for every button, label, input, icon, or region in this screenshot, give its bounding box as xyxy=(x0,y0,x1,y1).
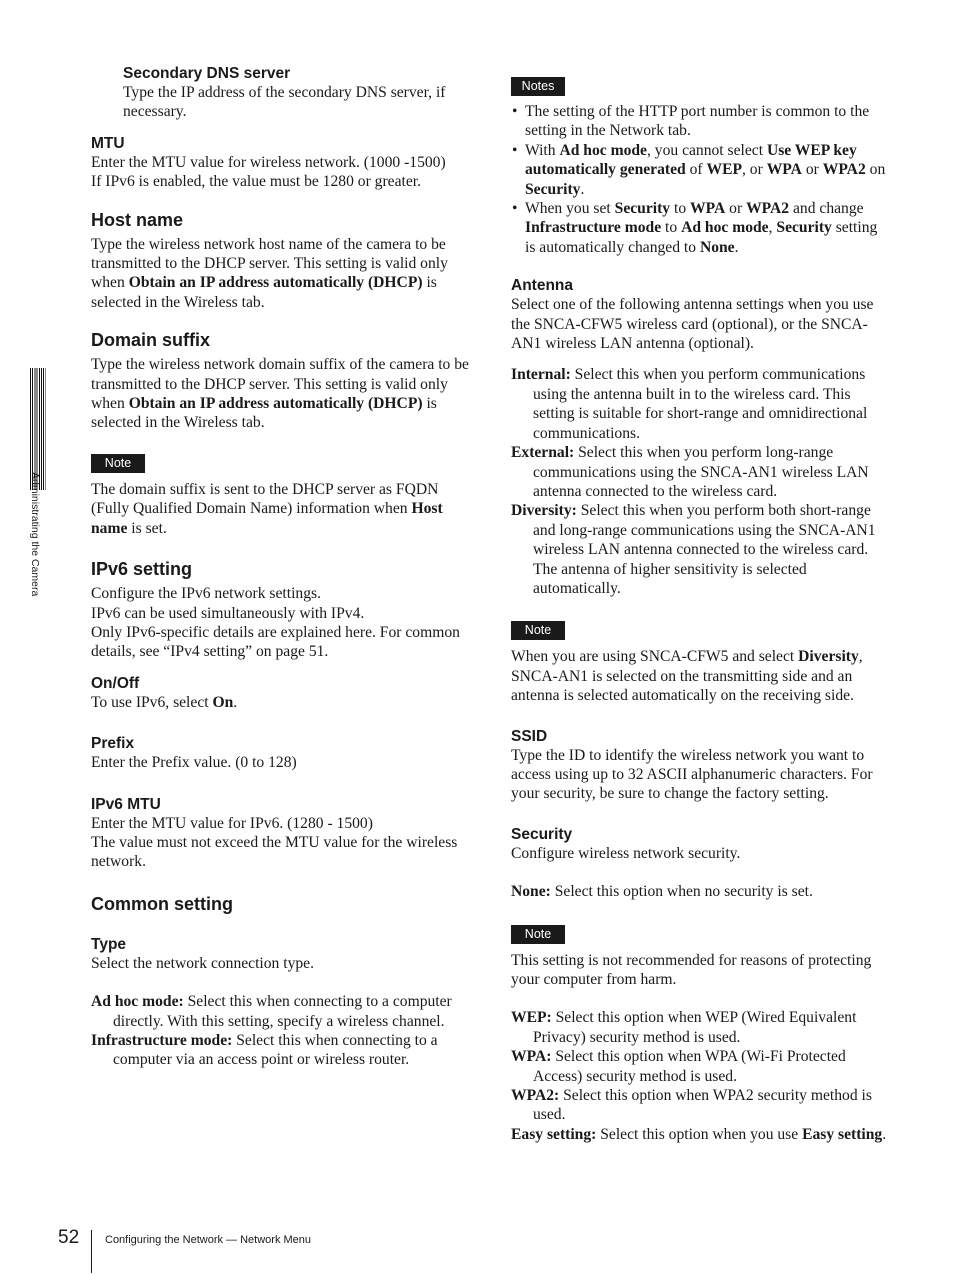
footer-divider xyxy=(91,1230,92,1273)
security-wpa-item: WPA: Select this option when WPA (Wi-Fi Protected Access) security method is used. xyxy=(511,1048,846,1085)
notes-badge: Notes xyxy=(511,77,565,96)
right-column xyxy=(511,60,889,1144)
secondary-dns-section xyxy=(91,64,469,122)
security-easy-setting-item: Easy setting: Select this option when you use Easy setting. xyxy=(511,1125,887,1143)
prefix-text: Enter the Prefix value. (0 to 128) xyxy=(91,754,297,772)
ipv6-text-1: Configure the IPv6 network settings. xyxy=(91,585,321,603)
domain-suffix-heading: Domain suffix xyxy=(91,330,211,351)
section-side-label: Administrating the Camera xyxy=(29,472,41,597)
notes-list xyxy=(511,102,889,257)
host-name-text: Type the wireless network host name of the camera to be transmitted to the DHCP server. This setting is valid only when Obtain an IP address automatically (DHCP) is selected in the Wireless tab. xyxy=(91,235,448,311)
onoff-heading: On/Off xyxy=(91,674,140,692)
note-security-text: This setting is not recommended for reasons of protecting your computer from harm. xyxy=(511,951,872,988)
antenna-text: Select one of the following antenna settings when you use the SNCA-CFW5 wireless card (optional), or the SNCA-AN1 wireless LAN antenna (optional). xyxy=(511,296,874,353)
prefix-heading: Prefix xyxy=(91,735,135,753)
adhoc-mode-item: Ad hoc mode: Select this when connecting to a computer directly. With this setting, specify a wireless channel. xyxy=(91,993,452,1030)
ipv6-text-2: IPv6 can be used simultaneously with IPv4. xyxy=(91,604,365,622)
infrastructure-mode-item: Infrastructure mode: Select this when connecting to a computer via an access point or wireless router. xyxy=(91,1031,438,1069)
note-bullet-security-change: • When you set Security to WPA or WPA2 and change Infrastructure mode to Ad hoc mode, Security setting is automatically changed to None. xyxy=(511,199,889,257)
note-badge: Note xyxy=(511,925,565,944)
ssid-heading: SSID xyxy=(511,727,548,745)
ipv6-text-3: Only IPv6-specific details are explained here. For common details, see “IPv4 setting” on page 51. xyxy=(91,623,460,661)
antenna-external-item: External: Select this when you perform long-range communications using the SNCA-AN1 wireless LAN antenna connected to the wireless card. xyxy=(511,444,869,500)
mtu-text-2: If IPv6 is enabled, the value must be 1280 or greater. xyxy=(91,173,421,191)
ipv6-setting-heading: IPv6 setting xyxy=(91,559,193,580)
secondary-dns-heading: Secondary DNS server xyxy=(123,65,291,82)
footer-section-title: Configuring the Network — Network Menu xyxy=(105,1234,312,1246)
page-number: 52 xyxy=(58,1227,80,1248)
host-name-heading: Host name xyxy=(91,209,184,230)
antenna-heading: Antenna xyxy=(511,277,573,295)
security-wep-item: WEP: Select this option when WEP (Wired Equivalent Privacy) security method is used. xyxy=(511,1009,857,1046)
onoff-text: To use IPv6, select On. xyxy=(91,693,238,711)
security-wpa2-item: WPA2: Select this option when WPA2 security method is used. xyxy=(511,1087,872,1124)
type-heading: Type xyxy=(91,935,127,953)
type-text: Select the network connection type. xyxy=(91,954,315,972)
antenna-internal-item: Internal: Select this when you perform communications using the antenna built in to the wireless card. This setting is suitable for short-range and omnidirectional communications. xyxy=(511,366,868,442)
domain-suffix-text: Type the wireless network domain suffix of the camera to be transmitted to the DHCP server. This setting is valid only when Obtain an IP address automatically (DHCP) is selected in the Wireless tab. xyxy=(91,356,469,432)
mtu-text-1: Enter the MTU value for wireless network. (1000 -1500) xyxy=(91,153,446,171)
secondary-dns-text: Type the IP address of the secondary DNS server, if necessary. xyxy=(123,84,446,121)
antenna-diversity-item: Diversity: Select this when you perform both short-range and long-range communications using the SNCA-AN1 wireless LAN antenna connected to the wireless card. The antenna of higher sensitivity is selected automatically. xyxy=(511,502,876,597)
note-diversity-text: When you are using SNCA-CFW5 and select Diversity, SNCA-AN1 is selected on the transmitting side and an antenna is selected automatically on the receiving side. xyxy=(511,648,863,705)
ssid-text: Type the ID to identify the wireless network you want to access using up to 32 ASCII alphanumeric characters. For your security, be sure to change the factory setting. xyxy=(511,746,873,803)
left-column xyxy=(91,60,469,1070)
security-text: Configure wireless network security. xyxy=(511,844,741,862)
ipv6-mtu-text-1: Enter the MTU value for IPv6. (1280 - 1500) xyxy=(91,814,373,832)
ipv6-mtu-text-2: The value must not exceed the MTU value for the wireless network. xyxy=(91,833,458,871)
security-none-item: None: Select this option when no security is set. xyxy=(511,883,813,901)
mtu-heading: MTU xyxy=(91,134,125,152)
note-badge: Note xyxy=(511,621,565,640)
note-domain-suffix-text: The domain suffix is sent to the DHCP server as FQDN (Fully Qualified Domain Name) information when Host name is set. xyxy=(91,480,443,537)
security-heading: Security xyxy=(511,825,573,843)
ipv6-mtu-heading: IPv6 MTU xyxy=(91,795,161,813)
note-bullet-http-port: • The setting of the HTTP port number is common to the setting in the Network tab. xyxy=(511,102,889,141)
note-bullet-adhoc: • With Ad hoc mode, you cannot select Use WEP key automatically generated of WEP, or WPA or WPA2 on Security. xyxy=(511,141,889,199)
note-badge: Note xyxy=(91,454,145,473)
common-setting-heading: Common setting xyxy=(91,893,233,914)
